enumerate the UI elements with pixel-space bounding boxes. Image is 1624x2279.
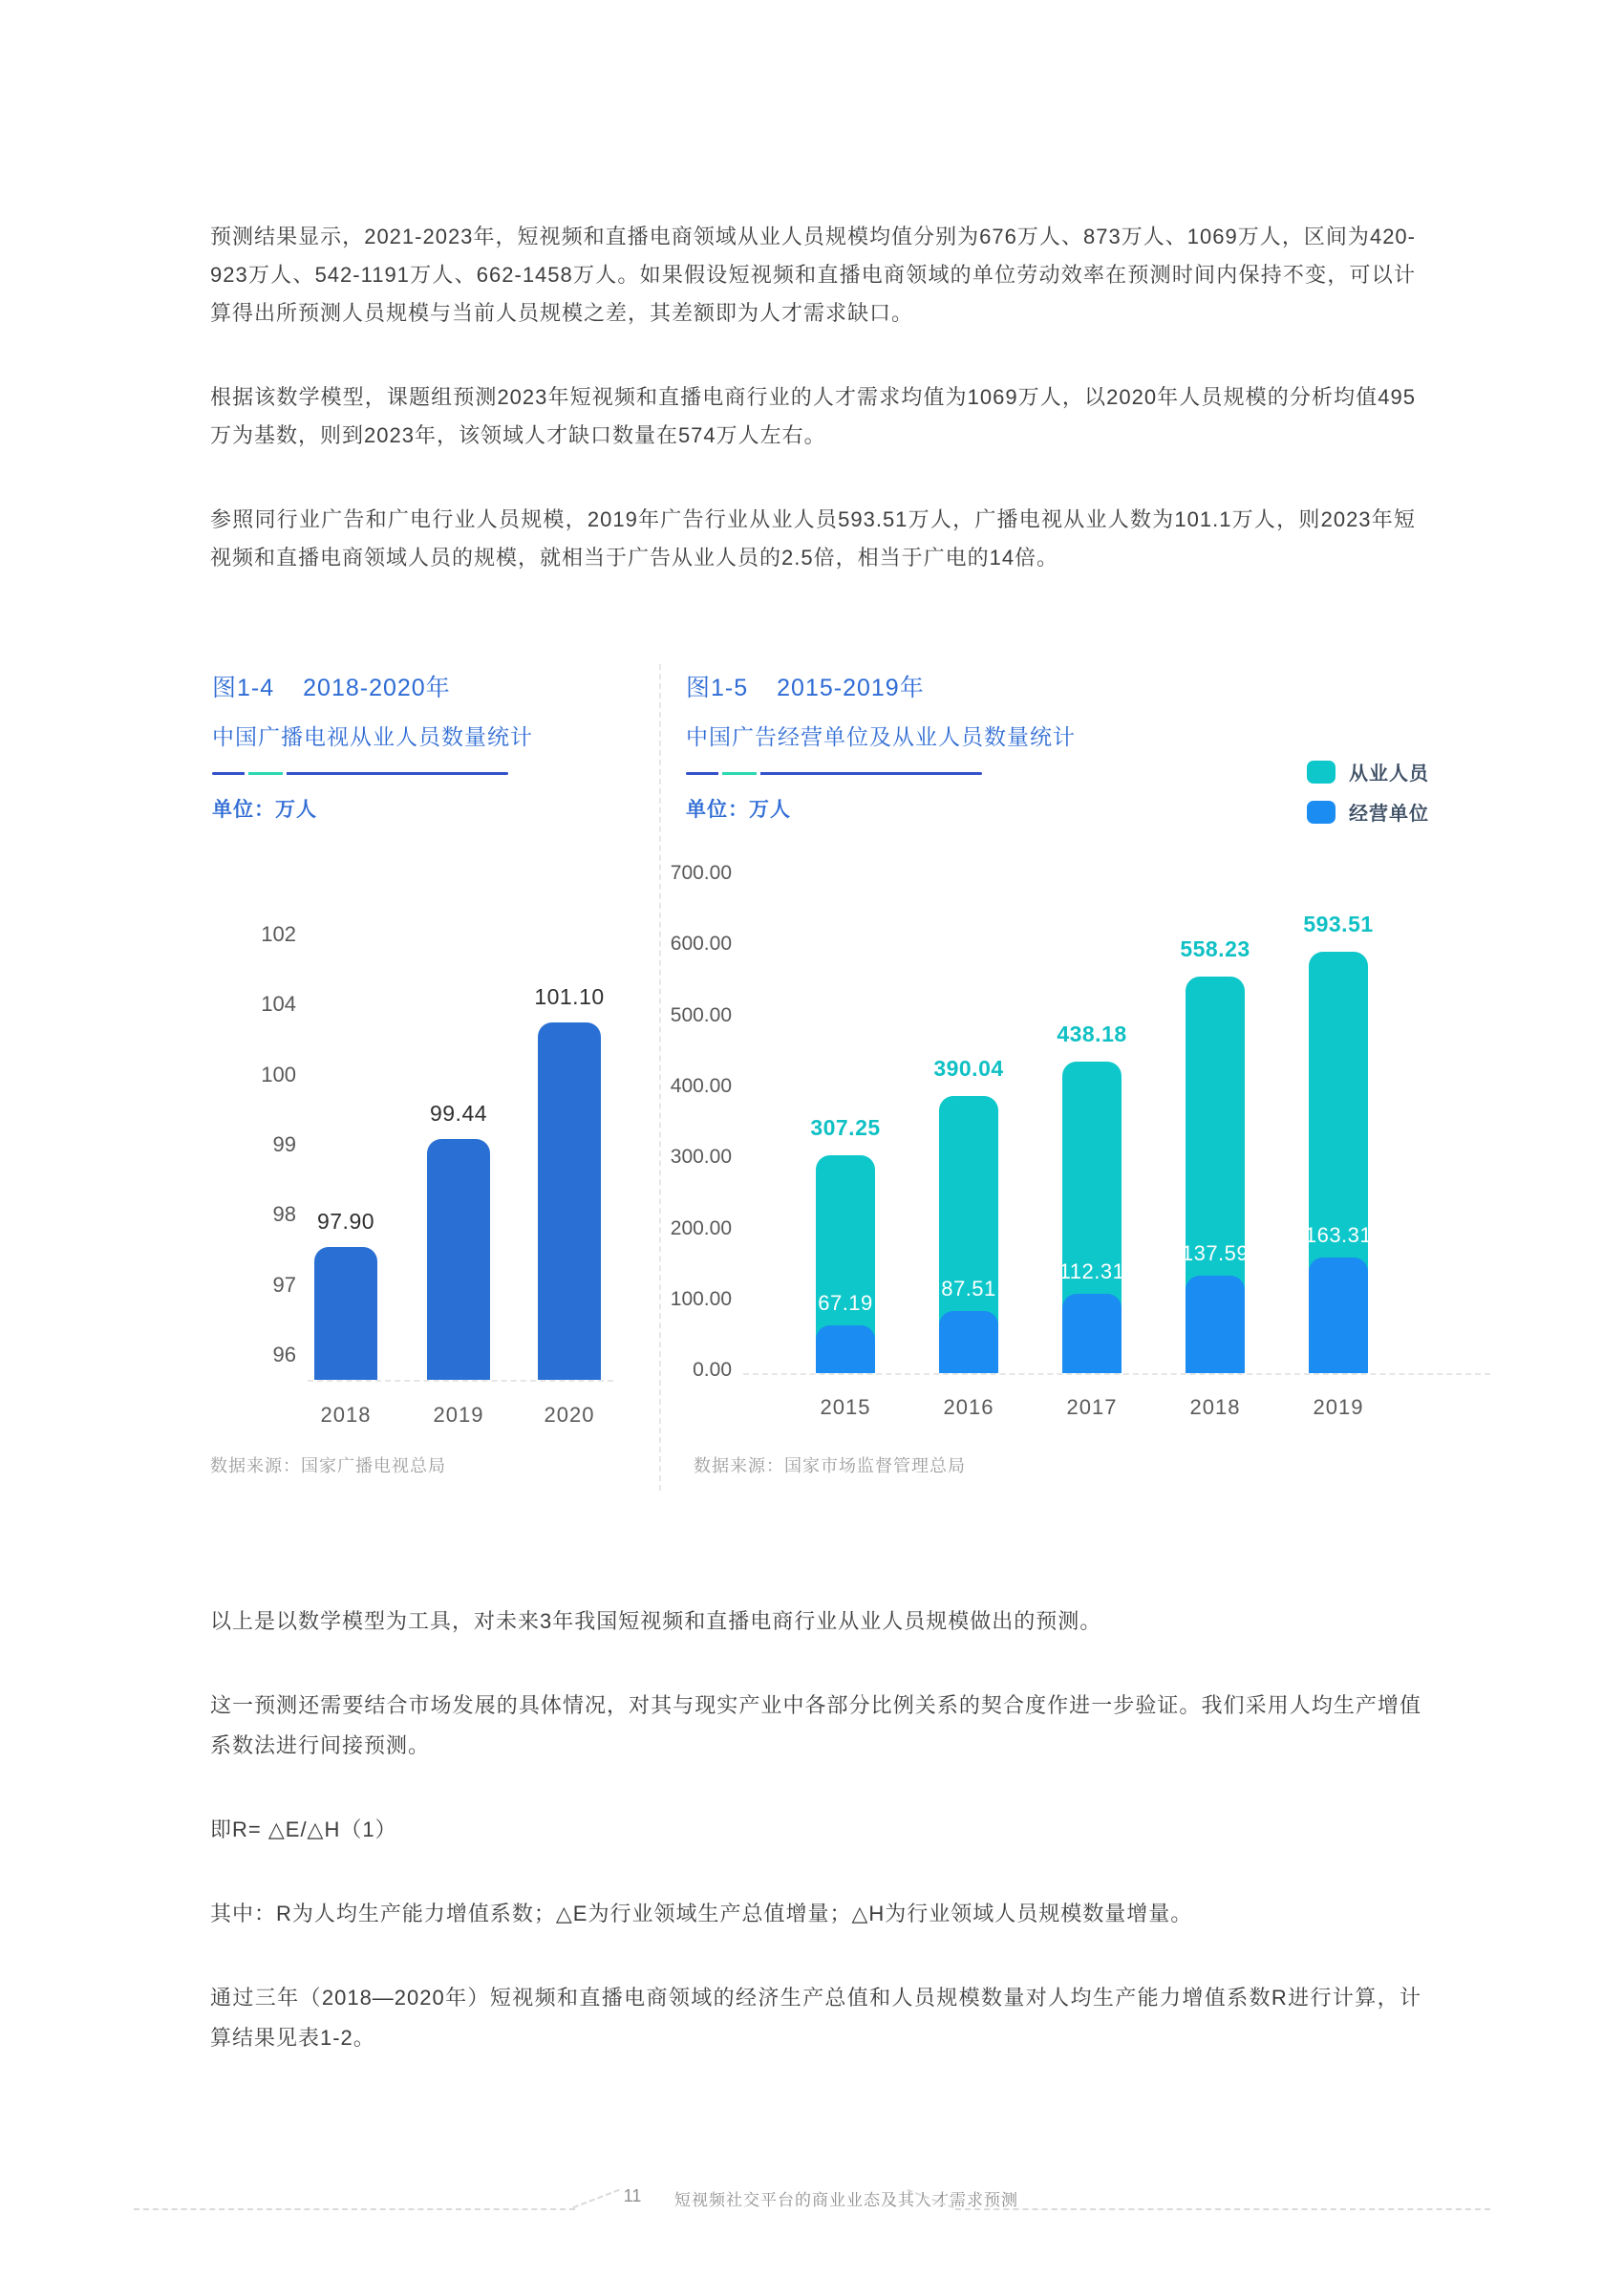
analysis-paragraphs — [210, 1602, 1421, 2102]
footer-dashed-line-left — [134, 2208, 575, 2210]
y-axis-tick: 97 — [272, 1272, 296, 1297]
footer-dashed-line-right — [955, 2208, 1490, 2210]
figure-1-5-source: 数据来源：国家市场监督管理总局 — [694, 1456, 966, 1475]
legend-item-operating-units — [1307, 798, 1429, 826]
title-underline — [686, 772, 982, 775]
x-axis-baseline — [308, 1380, 613, 1382]
y-axis-tick: 100 — [261, 1062, 296, 1086]
x-axis-label: 2020 — [544, 1403, 595, 1427]
y-axis-tick: 98 — [272, 1202, 296, 1227]
page-number: 11 — [623, 2186, 642, 2205]
paragraph-math-model: 根据该数学模型，课题组预测2023年短视频和直播电商行业的人才需求均值为1069万人，以2020年人员规模的分析均值495万为基数，则到2023年，该领域人才缺口数量在574万人左右。 — [210, 385, 1416, 447]
y-axis-tick: 500.00 — [670, 1003, 732, 1026]
legend-label: 经营单位 — [1349, 804, 1429, 825]
operating-units-value-label: 112.31 — [1058, 1259, 1125, 1283]
bar-2019 — [427, 1139, 490, 1380]
paragraph-industry-comparison: 参照同行业广告和广电行业人员规模，2019年广告行业从业人员593.51万人，广播电视从业人数为101.1万人，则2023年短视频和直播电商领域人员的规模，就相当于广告从业人员的2.5倍，相当于广电的14倍。 — [210, 507, 1416, 570]
figure-1-5-header — [686, 669, 1144, 823]
y-axis-tick: 99 — [272, 1131, 296, 1156]
bar-2018 — [314, 1247, 377, 1380]
bar-operating-units-2018 — [1186, 1276, 1245, 1373]
figure-1-5-caption — [686, 669, 1144, 703]
y-axis-tick: 100.00 — [670, 1287, 732, 1310]
figure-1-5-title: 中国广告经营单位及从业人员数量统计 — [686, 724, 1076, 749]
operating-units-value-label: 87.51 — [941, 1277, 996, 1301]
figure-1-4-header — [212, 669, 671, 823]
employees-value-label: 390.04 — [933, 1056, 1004, 1081]
x-axis-baseline — [743, 1373, 1490, 1375]
figure-1-4-plot — [212, 917, 623, 1491]
bar-2020 — [538, 1022, 601, 1380]
figure-label: 图1-5 — [686, 675, 749, 701]
x-axis-label: 2016 — [943, 1395, 994, 1419]
x-axis-label: 2019 — [433, 1403, 484, 1427]
legend-swatch — [1307, 761, 1336, 784]
bar-value-label: 97.90 — [316, 1209, 375, 1234]
paragraph-calculation: 通过三年（2018—2020年）短视频和直播电商领域的经济生产总值和人员规模数量对人均生产能力增值系数R进行计算，计算结果见表1-2。 — [210, 1986, 1421, 2050]
paragraph-forecast-results: 预测结果显示，2021-2023年，短视频和直播电商领域从业人员规模均值分别为676万人、873万人、1069万人，区间为420-923万人、542-1191万人、662-1458万人。如果假设短视频和直播电商领域的单位劳动效率在预测时间内保持不变，可以计算得出所预测人员规模与当前人员规模之差，其差额即为人才需求缺口。 — [210, 225, 1416, 325]
employees-value-label: 558.23 — [1180, 936, 1250, 961]
intro-paragraphs — [210, 218, 1416, 623]
operating-units-value-label: 137.59 — [1181, 1241, 1250, 1265]
y-axis-tick: 102 — [261, 922, 296, 946]
y-axis-tick: 400.00 — [670, 1074, 732, 1097]
figure-1-4-source: 数据来源：国家广播电视总局 — [210, 1456, 446, 1475]
operating-units-value-label: 67.19 — [818, 1291, 873, 1315]
paragraph-summary: 以上是以数学模型为工具，对未来3年我国短视频和直播电商行业从业人员规模做出的预测。 — [210, 1609, 1102, 1633]
figure-label: 图1-4 — [212, 675, 275, 701]
legend-label: 从业人员 — [1349, 763, 1429, 785]
figure-1-5-plot — [669, 860, 1509, 1472]
figure-1-4-caption — [212, 669, 671, 703]
operating-units-value-label: 163.31 — [1304, 1223, 1373, 1247]
y-axis-tick: 104 — [261, 992, 296, 1017]
x-axis-label: 2015 — [820, 1395, 871, 1419]
figure-1-5-legend — [1307, 758, 1429, 838]
employees-value-label: 307.25 — [810, 1115, 881, 1140]
paragraph-verification: 这一预测还需要结合市场发展的具体情况，对其与现实产业中各部分比例关系的契合度作进一步验证。我们采用人均生产增值系数法进行间接预测。 — [210, 1693, 1421, 1757]
y-axis-tick: 700.00 — [670, 862, 732, 884]
footer-chapter-title: 短视频社交平台的商业业态及其人才需求预测 — [674, 2191, 1018, 2209]
unit-label: 单位：万人 — [686, 799, 791, 821]
y-axis-tick: 600.00 — [670, 933, 732, 956]
bar-value-label: 99.44 — [429, 1101, 488, 1126]
y-axis-tick: 96 — [272, 1342, 296, 1366]
bar-operating-units-2015 — [816, 1325, 875, 1373]
paragraph-formula: 即R= △E/△H（1） — [210, 1817, 397, 1841]
y-axis-tick: 0.00 — [693, 1359, 732, 1382]
x-axis-label: 2017 — [1066, 1395, 1118, 1419]
bar-operating-units-2019 — [1309, 1258, 1368, 1373]
unit-label: 单位：万人 — [212, 799, 317, 821]
x-axis-label: 2019 — [1313, 1395, 1364, 1419]
x-axis-label: 2018 — [1189, 1395, 1241, 1419]
legend-item-employees — [1307, 758, 1429, 785]
bar-operating-units-2016 — [939, 1311, 998, 1373]
figure-period: 2018-2020年 — [303, 675, 451, 701]
y-axis-tick: 200.00 — [670, 1216, 732, 1239]
employees-value-label: 593.51 — [1303, 912, 1374, 936]
figure-1-4-title: 中国广播电视从业人员数量统计 — [212, 724, 533, 749]
y-axis-tick: 300.00 — [670, 1146, 732, 1169]
figure-period: 2015-2019年 — [777, 675, 925, 701]
x-axis-label: 2018 — [320, 1403, 372, 1427]
bar-value-label: 101.10 — [534, 984, 605, 1009]
bar-operating-units-2017 — [1062, 1294, 1122, 1373]
title-underline — [212, 772, 508, 775]
paragraph-formula-terms: 其中：R为人均生产能力增值系数；△E为行业领域生产总值增量；△H为行业领域人员规模数量增量。 — [210, 1902, 1193, 1925]
legend-swatch — [1307, 801, 1336, 824]
employees-value-label: 438.18 — [1057, 1021, 1127, 1046]
